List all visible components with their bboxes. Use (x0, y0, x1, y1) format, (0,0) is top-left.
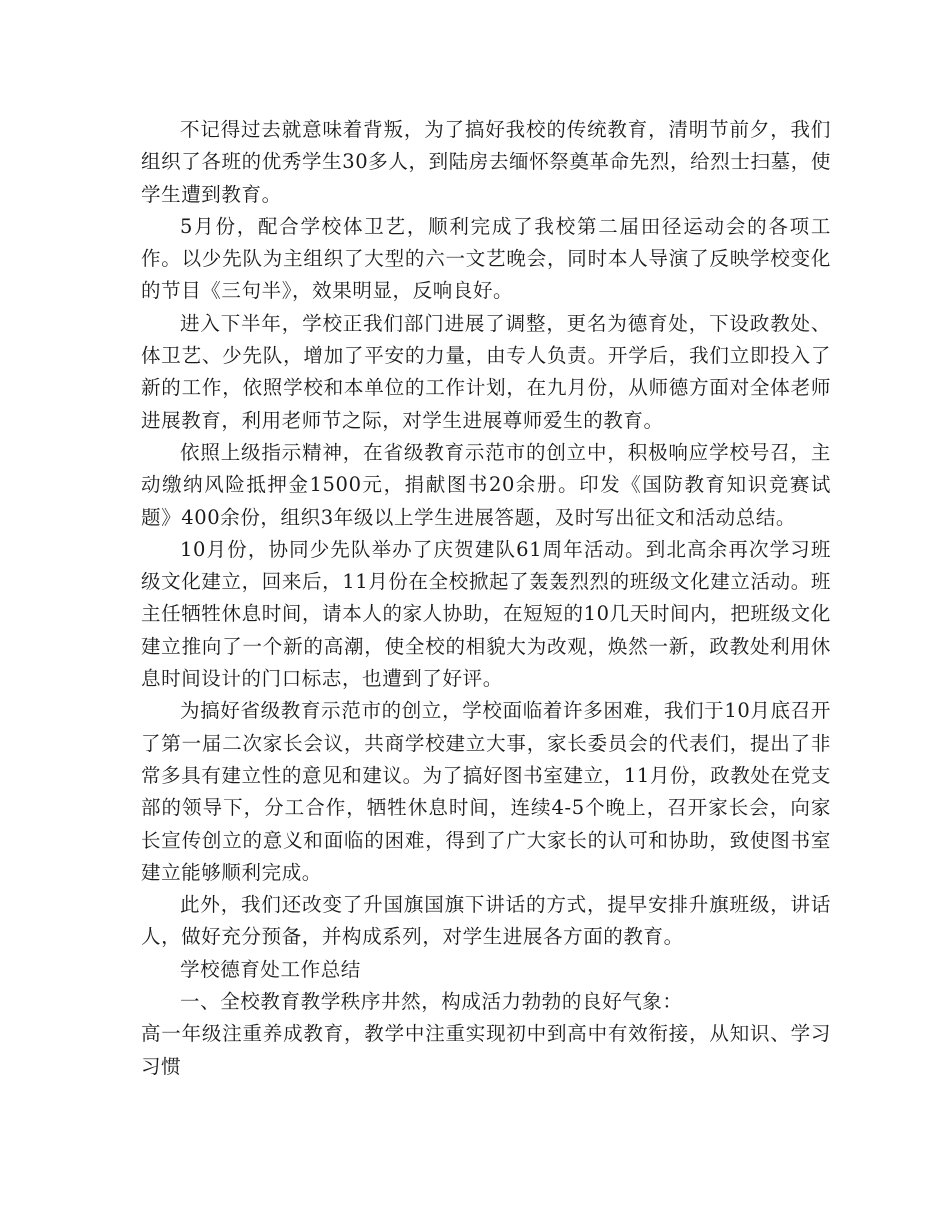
document-body (141, 114, 831, 1083)
paragraph-1: 不记得过去就意味着背叛，为了搞好我校的传统教育，清明节前夕，我们组织了各班的优秀学生30多人，到陆房去缅怀祭奠革命先烈，给烈士扫墓，使学生遭到教育。 (141, 118, 831, 206)
subsection-heading: 一、全校教育教学秩序井然，构成活力勃勃的良好气象： (180, 990, 683, 1014)
paragraph-2: 5月份，配合学校体卫艺，顺利完成了我校第二届田径运动会的各项工作。以少先队为主组织了大型的六一文艺晚会，同时本人导演了反映学校变化的节目《三句半》，效果明显，反响良好。 (141, 214, 831, 303)
paragraph-7: 此外，我们还改变了升国旗国旗下讲话的方式，提早安排升旗班级，讲话人，做好充分预备，并构成系列，对学生进展各方面的教育。 (141, 893, 831, 949)
paragraph-6: 为搞好省级教育示范市的创立，学校面临着许多困难，我们于10月底召开了第一届二次家长会议，共商学校建立大事，家长委员会的代表们，提出了非常多具有建立性的意见和建议。为了搞好图书室建立，11月份，政教处在党支部的领导下，分工合作，牺牲休息时间，连续4-5个晚上，召开家长会，向家长宣传创立的意义和面临的困难，得到了广大家长的认可和协助，致使图书室建立能够顺利完成。 (141, 699, 831, 884)
paragraph-4: 依照上级指示精神，在省级教育示范市的创立中，积极响应学校号召，主动缴纳风险抵押金1500元，捐献图书20余册。印发《国防教育知识竞赛试题》400余份，组织3年级以上学生进展答题，及时写出征文和活动总结。 (141, 440, 831, 529)
paragraph-3: 进入下半年，学校正我们部门进展了调整，更名为德育处，下设政教处、体卫艺、少先队，增加了平安的力量，由专人负责。开学后，我们立即投入了新的工作，依照学校和本单位的工作计划，在九月份，从师德方面对全体老师进展教育，利用老师节之际，对学生进展尊师爱生的教育。 (141, 311, 831, 432)
paragraph-5: 10月份，协同少先队举办了庆贺建队61周年活动。到北高余再次学习班级文化建立，回来后，11月份在全校掀起了轰轰烈烈的班级文化建立活动。班主任牺牲休息时间，请本人的家人协助，在短短的10几天时间内，把班级文化建立推向了一个新的高潮，使全校的相貌大为改观，焕然一新，政教处利用休息时间设计的门口标志，也遭到了好评。 (141, 537, 831, 691)
paragraph-8: 高一年级注重养成教育，教学中注重实现初中到高中有效衔接，从知识、学习习惯 (141, 1022, 831, 1078)
section-heading: 学校德育处工作总结 (180, 957, 361, 981)
